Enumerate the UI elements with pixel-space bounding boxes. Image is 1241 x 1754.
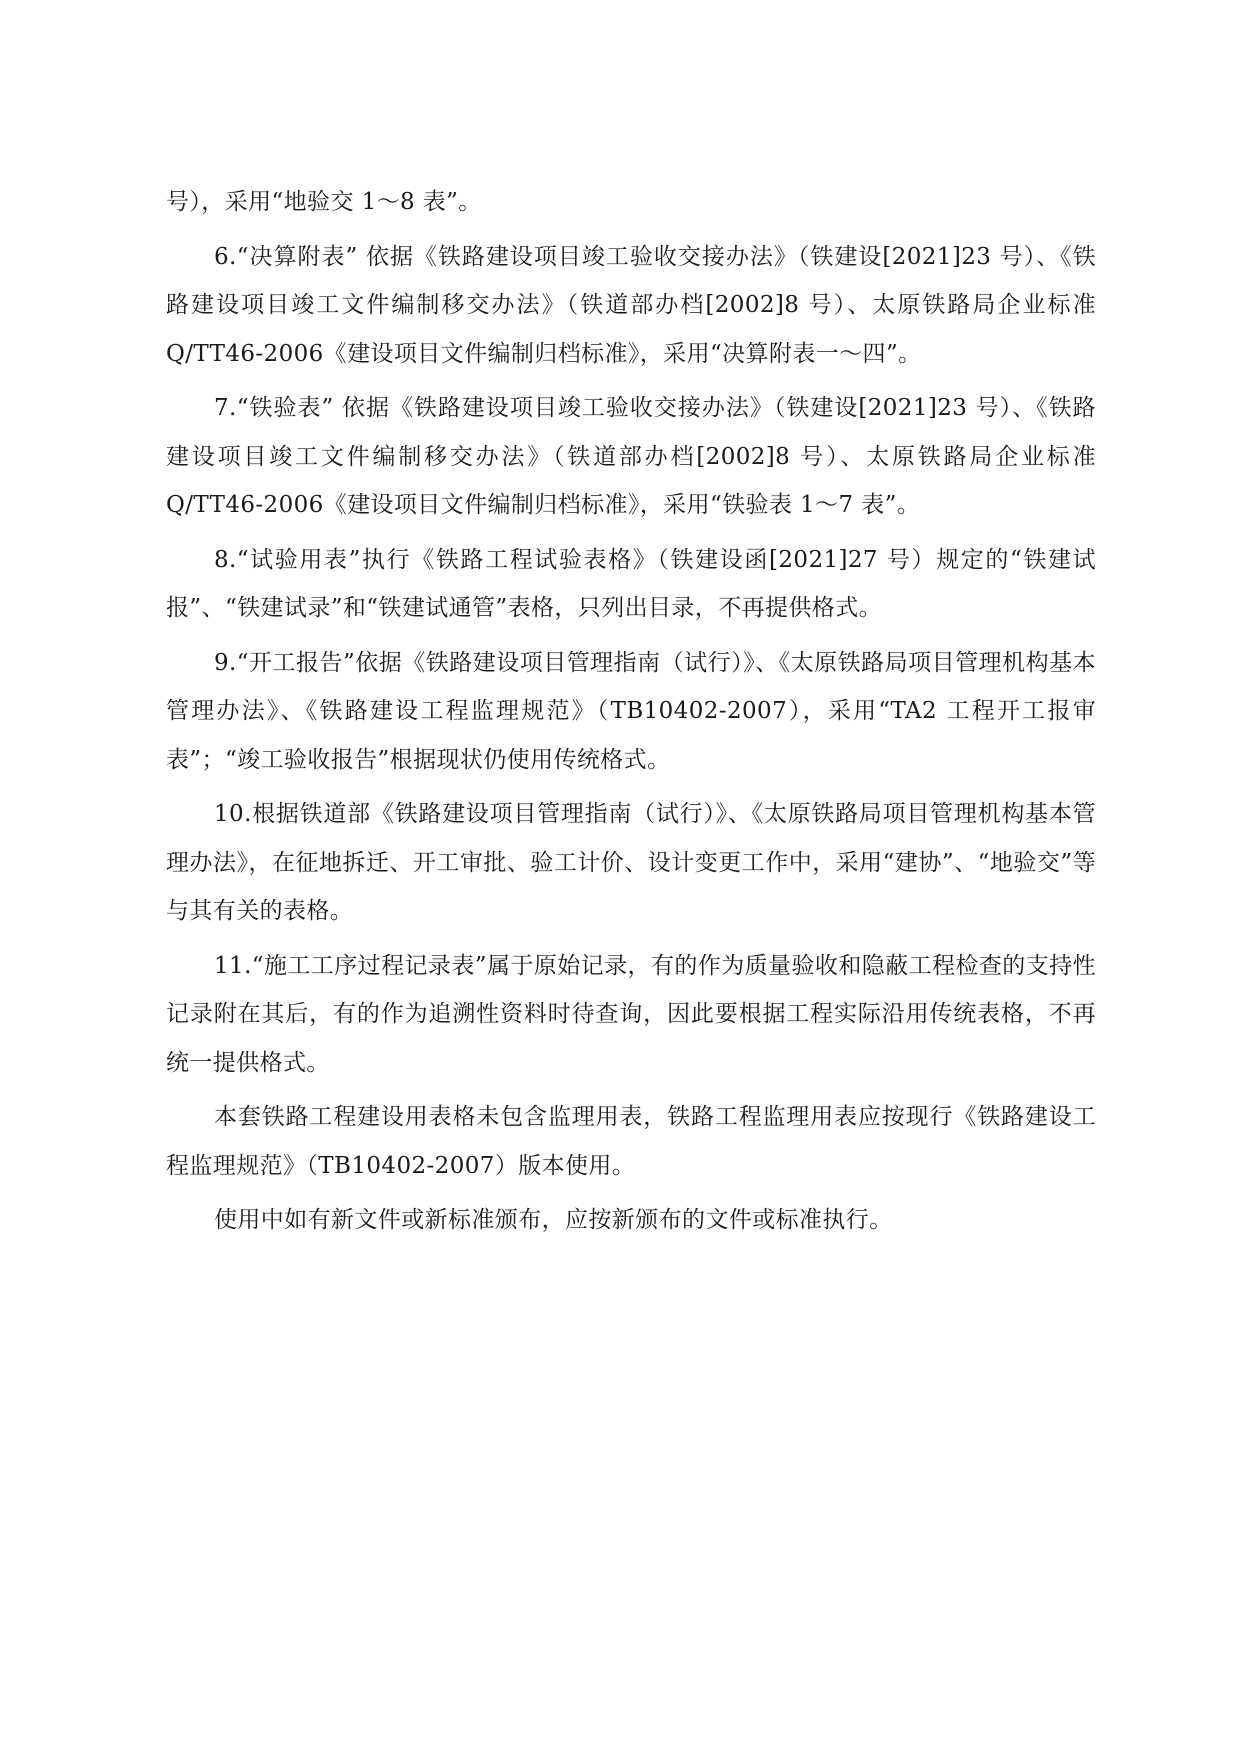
paragraph-supervision-note: 本套铁路工程建设用表格未包含监理用表，铁路工程监理用表应按现行《铁路建设工程监理规范》（TB10402-2007）版本使用。 <box>166 1104 1096 1179</box>
paragraph-continuation: 号），采用“地验交 1～8 表”。 <box>166 189 482 215</box>
paragraph-item-9: 9.“开工报告”依据《铁路建设项目管理指南（试行）》、《太原铁路局项目管理机构基本管理办法》、《铁路建设工程监理规范》（TB10402-2007），采用“TA2 工程开工报审表”；“竣工验收报告”根据现状仍使用传统格式。 <box>166 649 1096 773</box>
paragraph-closing-note: 使用中如有新文件或新标准颁布，应按新颁布的文件或标准执行。 <box>214 1207 893 1233</box>
paragraph-item-6: 6.“决算附表” 依据《铁路建设项目竣工验收交接办法》（铁建设[2021]23 号）、《铁路建设项目竣工文件编制移交办法》（铁道部办档[2002]8 号）、太原铁路局企业标准 Q/TT46-2006《建设项目文件编制归档标准》，采用“决算附表一～四”。 <box>166 243 1096 367</box>
paragraph-item-11: 11.“施工工序过程记录表”属于原始记录，有的作为质量验收和隐蔽工程检查的支持性记录附在其后，有的作为追溯性资料时待查询，因此要根据工程实际沿用传统表格，不再统一提供格式。 <box>166 952 1096 1076</box>
paragraph-item-7: 7.“铁验表” 依据《铁路建设项目竣工验收交接办法》（铁建设[2021]23 号）、《铁路建设项目竣工文件编制移交办法》（铁道部办档[2002]8 号）、太原铁路局企业标准 Q/TT46-2006《建设项目文件编制归档标准》，采用“铁验表 1～7 表”。 <box>166 395 1096 518</box>
document-body <box>166 178 1096 1251</box>
paragraph-item-10: 10.根据铁道部《铁路建设项目管理指南（试行）》、《太原铁路局项目管理机构基本管理办法》，在征地拆迁、开工审批、验工计价、设计变更工作中，采用“建协”、“地验交”等与其有关的表格。 <box>166 801 1096 924</box>
paragraph-item-8: 8.“试验用表”执行《铁路工程试验表格》（铁建设函[2021]27 号）规定的“铁建试报”、“铁建试录”和“铁建试通管”表格，只列出目录，不再提供格式。 <box>166 546 1096 621</box>
